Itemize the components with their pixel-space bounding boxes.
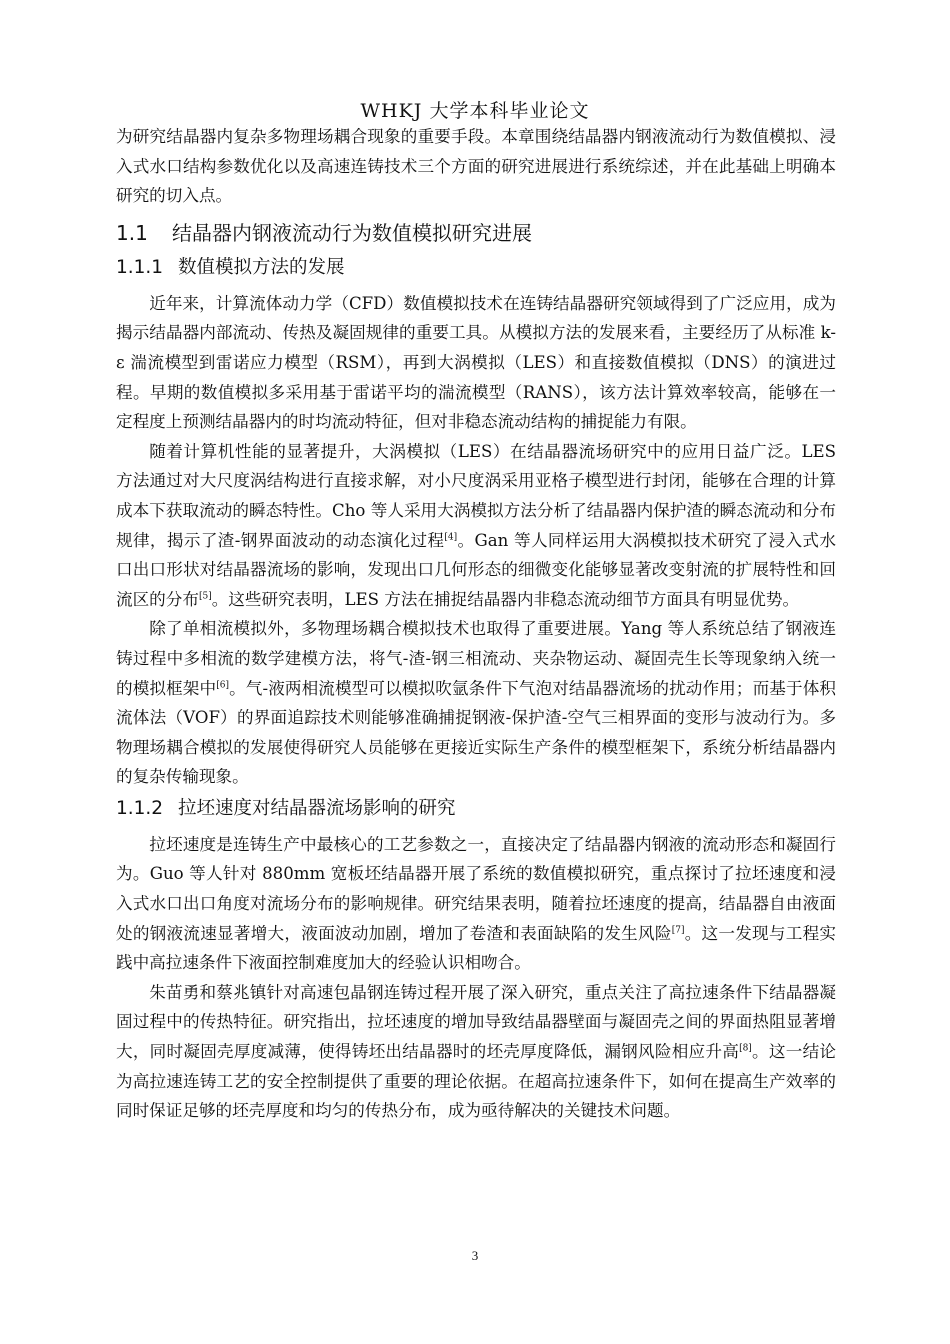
paragraph-casting-speed (116, 830, 836, 978)
paragraph-les-text-b: 。Gan 等人同样运用大涡模拟技术研究了浸入式水口出口形状对结晶器流场的影响，发现出口几何形态的细微变化能够显著改变射流的扩展特性和回流区的分布 (116, 530, 836, 609)
subsection-heading-2 (116, 792, 836, 826)
paragraph-heat-transfer-text-a: 朱苗勇和蔡兆镇针对高速包晶钢连铸过程开展了深入研究，重点关注了高拉速条件下结晶器凝固过程中的传热特征。研究指出，拉坯速度的增加导致结晶器壁面与凝固壳之间的界面热阻显著增大，同时凝固壳厚度减薄，使得铸坯出结晶器时的坯壳厚度降低，漏钢风险相应升高 (116, 982, 836, 1062)
paragraph-multiphysics (116, 614, 836, 792)
page-content (116, 122, 836, 1126)
paragraph-heat-transfer-text-b: 。这一结论为高拉速连铸工艺的安全控制提供了重要的理论依据。在超高拉速条件下，如何在提高生产效率的同时保证足够的坯壳厚度和均匀的传热分布，成为亟待解决的关键技术问题。 (116, 1042, 837, 1121)
citation-5[interactable]: [5] (198, 591, 212, 602)
subsection-title-2: 拉坯速度对结晶器流场影响的研究 (178, 797, 456, 819)
citation-8[interactable]: [8] (739, 1043, 752, 1054)
paragraph-multiphysics-text-b: 。气-液两相流模型可以模拟吹氩条件下气泡对结晶器流场的扰动作用；而基于体积流体法（VOF）的界面追踪技术则能够准确捕捉钢液-保护渣-空气三相界面的变形与波动行为。多物理场耦合模拟的发展使得研究人员能够在更接近实际生产条件的模型框架下，系统分析结晶器内的复杂传输现象。 (116, 678, 836, 787)
section-heading (116, 215, 836, 251)
subsection-number-1: 1.1.1 (116, 256, 164, 278)
subsection-number-2: 1.1.2 (116, 797, 164, 819)
subsection-title-1: 数值模拟方法的发展 (178, 256, 345, 278)
section-number: 1.1 (116, 220, 148, 245)
paragraph-les-text-a: 随着计算机性能的显著提升，大涡模拟（LES）在结晶器流场研究中的应用日益广泛。LES 方法通过对大尺度涡结构进行直接求解，对小尺度涡采用亚格子模型进行封闭，能够在合理的计算成本下获取流动的瞬态特性。Cho 等人采用大涡模拟方法分析了结晶器内保护渣的瞬态流动和分布规律，揭示了渣-钢界面波动的动态演化过程 (116, 441, 836, 550)
paragraph-les (116, 437, 836, 615)
intro-paragraph: 为研究结晶器内复杂多物理场耦合现象的重要手段。本章围绕结晶器内钢液流动行为数值模拟、浸入式水口结构参数优化以及高速连铸技术三个方面的研究进展进行系统综述，并在此基础上明确本研究的切入点。 (116, 127, 836, 206)
section-title: 结晶器内钢液流动行为数值模拟研究进展 (172, 220, 532, 245)
paragraph-multiphysics-text-a: 除了单相流模拟外，多物理场耦合模拟技术也取得了重要进展。Yang 等人系统总结了钢液连铸过程中多相流的数学建模方法，将气-渣-钢三相流动、夹杂物运动、凝固壳生长等现象纳入统一的模拟框架中 (116, 619, 836, 698)
paragraph-les-text-c: 。这些研究表明，LES 方法在捕捉结晶器内非稳态流动细节方面具有明显优势。 (211, 589, 800, 609)
citation-4[interactable]: [4] (444, 532, 458, 542)
paragraph-cfd: 近年来，计算流体动力学（CFD）数值模拟技术在连铸结晶器研究领域得到了广泛应用，成为揭示结晶器内部流动、传热及凝固规律的重要工具。从模拟方法的发展来看，主要经历了从标准 k-ε 湍流模型到雷诺应力模型（RSM），再到大涡模拟（LES）和直接数值模拟（DNS）的演进过程。早期的数值模拟多采用基于雷诺平均的湍流模型（RANS），该方法计算效率较高，能够在一定程度上预测结晶器内的时均流动特征，但对非稳态流动结构的捕捉能力有限。 (116, 293, 836, 432)
page-number: 3 (471, 1248, 479, 1263)
paragraph-casting-speed-text-a: 拉坯速度是连铸生产中最核心的工艺参数之一，直接决定了结晶器内钢液的流动形态和凝固行为。Guo 等人针对 880mm 宽板坯结晶器开展了系统的数值模拟研究，重点探讨了拉坯速度和浸入式水口出口角度对流场分布的影响规律。研究结果表明，随着拉坯速度的提高，结晶器自由液面处的钢液流速显著增大，液面波动加剧，增加了卷渣和表面缺陷的发生风险 (116, 834, 836, 943)
paragraph-heat-transfer (116, 978, 836, 1126)
citation-6[interactable]: [6] (216, 679, 229, 690)
citation-7[interactable]: [7] (671, 925, 685, 936)
subsection-heading-1 (116, 251, 836, 285)
paragraph-casting-speed-text-b: 。这一发现与工程实践中高拉速条件下液面控制难度加大的经验认识相吻合。 (116, 923, 837, 973)
running-header: WHKJ 大学本科毕业论文 (360, 100, 590, 122)
